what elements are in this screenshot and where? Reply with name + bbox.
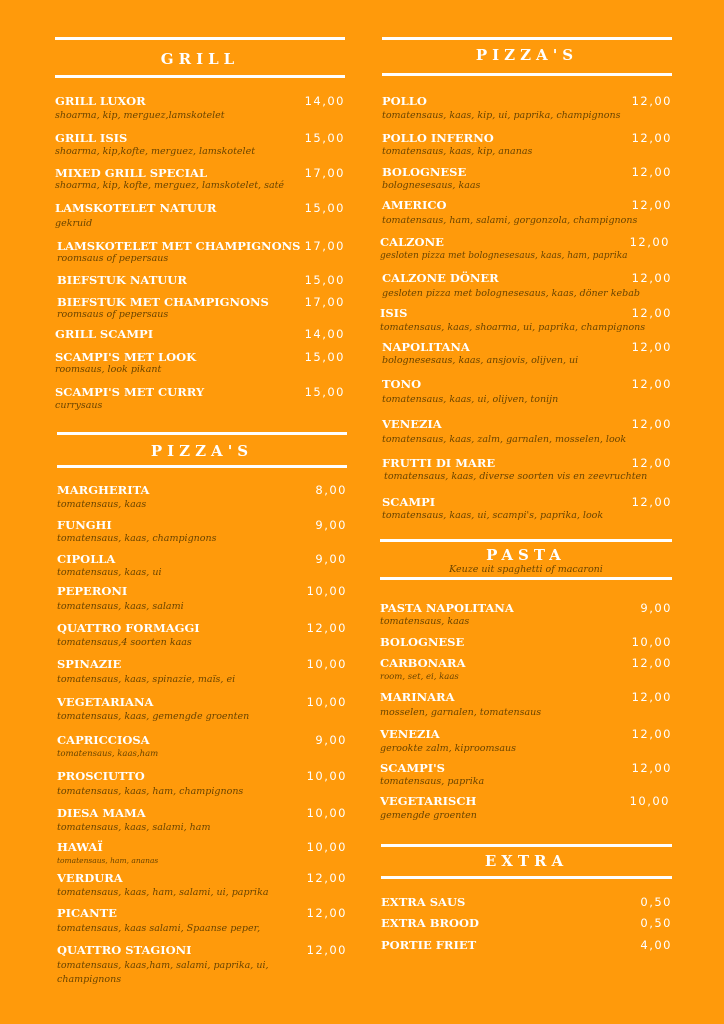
item-price: 4,00 [640,938,672,952]
item-price: 10,00 [306,840,347,854]
item-desc: roomsaus of pepersaus [57,309,169,320]
item-desc: tomatensaus, kaas, gemengde groenten [57,711,250,722]
item-name: CALZONE [380,235,444,249]
item-desc: shoarma, kip, merguez,lamskotelet [55,110,225,121]
item-price: 14,00 [304,94,345,108]
item-price: 17,00 [304,166,345,180]
item-name: PORTIE FRIET [381,938,477,952]
item-desc: tomatensaus, ham, salami, gorgonzola, champignons [382,215,638,226]
item-desc: tomatensaus, kaas, salami, ham [57,822,211,833]
item-desc: tomatensaus, kaas, spinazie, maïs, ei [57,674,236,685]
rule-bottom [57,465,347,468]
item-name: EXTRA BROOD [381,916,480,930]
item-name: QUATTRO STAGIONI [57,943,192,957]
item-name: BIEFSTUK MET CHAMPIGNONS [57,295,269,309]
item-desc: tomatensaus, kaas [57,499,147,510]
item-price: 14,00 [304,327,345,341]
item-price: 10,00 [306,769,347,783]
item-name: POLLO INFERNO [382,131,494,145]
item-name: VENEZIA [380,727,440,741]
rule-top [57,432,347,435]
item-name: GRILL LUXOR [55,94,146,108]
item-desc: tomatensaus, kaas, zalm, garnalen, mosselen, look [382,434,627,445]
item-desc: tomatensaus, kaas, diverse soorten vis en zeevruchten [384,471,648,482]
item-desc: tomatensaus,4 soorten kaas [57,637,192,648]
item-price: 12,00 [631,456,672,470]
item-desc: tomatensaus, kaas, ui [57,567,162,578]
item-price: 12,00 [631,495,672,509]
rule-top [381,844,672,847]
item-price: 12,00 [631,727,672,741]
item-price: 12,00 [631,271,672,285]
item-desc: tomatensaus, kaas, ui, scampi's, paprika, look [382,510,604,521]
item-name: LAMSKOTELET MET CHAMPIGNONS [57,239,301,253]
item-name: SCAMPI'S MET CURRY [55,385,205,399]
item-name: LAMSKOTELET NATUUR [55,201,217,215]
item-name: BIEFSTUK NATUUR [57,273,187,287]
extra-header [381,844,672,884]
extra-section [381,0,672,960]
item-price: 17,00 [304,239,345,253]
item-desc: gekruid [55,218,93,229]
item-name: BOLOGNESE [382,165,467,179]
item-price: 15,00 [304,385,345,399]
item-desc: roomsaus of pepersaus [57,253,169,264]
item-price: 15,00 [304,201,345,215]
item-name: SPINAZIE [57,657,122,671]
item-price: 12,00 [631,377,672,391]
item-desc: shoarma, kip, kofte, merguez, lamskotelet, saté [55,180,285,191]
item-desc: bolognesesaus, kaas, ansjovis, olijven, ui [382,355,579,366]
pizzas-right-title: PIZZA'S [475,46,579,64]
item-name: MARINARA [380,690,455,704]
extra-title: EXTRA [484,852,569,870]
item-desc: tomatensaus, kaas, kip, ananas [382,146,533,157]
item-price: 15,00 [304,350,345,364]
item-name: AMERICO [382,198,447,212]
item-name: ISIS [380,306,408,320]
item-desc: tomatensaus, kaas,ham [57,749,159,759]
pizzas-left-header [57,432,347,472]
pasta-title: PASTA [486,546,566,564]
item-name: MARGHERITA [57,483,150,497]
item-name: SCAMPI [382,495,436,509]
item-name: CIPOLLA [57,552,116,566]
item-desc: tomatensaus, kaas, ham, salami, ui, paprika [57,887,269,898]
item-name: EXTRA SAUS [381,895,466,909]
item-name: GRILL ISIS [55,131,128,145]
item-name: HAWAÏ [57,840,103,854]
item-desc: shoarma, kip,kofte, merguez, lamskotelet [55,146,256,157]
item-price: 12,00 [631,306,672,320]
item-price: 12,00 [631,656,672,670]
item-price: 12,00 [631,690,672,704]
item-desc: tomatensaus, kaas, champignons [57,533,217,544]
item-desc: tomatensaus, kaas, salami [57,601,184,612]
item-name: VEGETARIANA [57,695,154,709]
item-desc: tomatensaus, kaas, kip, ui, paprika, champignons [382,110,621,121]
item-price: 10,00 [631,635,672,649]
item-desc: gerookte zalm, kiproomsaus [380,743,517,754]
item-desc: tomatensaus, kaas salami, Spaanse peper, [57,923,261,934]
item-price: 12,00 [631,131,672,145]
item-price: 9,00 [315,518,347,532]
item-name: VERDURA [57,871,123,885]
item-name: PROSCIUTTO [57,769,145,783]
item-price: 12,00 [306,943,347,957]
item-name: QUATTRO FORMAGGI [57,621,200,635]
item-name: PASTA NAPOLITANA [380,601,514,615]
item-desc: gesloten pizza met bolognesesaus, kaas, ham, paprika [380,251,628,261]
item-price: 9,00 [640,601,672,615]
pasta-subtitle: Keuze uit spaghetti of macaroni [449,564,603,575]
item-name: PEPERONI [57,584,128,598]
item-desc: gesloten pizza met bolognesesaus, kaas, döner kebab [382,288,640,299]
item-name: POLLO [382,94,427,108]
item-name: VEGETARISCH [380,794,477,808]
item-price: 10,00 [306,657,347,671]
item-price: 0,50 [640,916,672,930]
item-price: 12,00 [631,340,672,354]
item-desc: tomatensaus, kaas, ham, champignons [57,786,244,797]
item-price: 12,00 [306,621,347,635]
item-desc: tomatensaus, kaas, ui, olijven, tonijn [382,394,559,405]
item-desc: gemengde groenten [380,810,477,821]
item-name: GRILL SCAMPI [55,327,154,341]
item-name: VENEZIA [382,417,442,431]
item-desc: tomatensaus, kaas [380,616,470,627]
item-name: DIESA MAMA [57,806,146,820]
item-name: BOLOGNESE [380,635,465,649]
item-desc: room, set, ei, kaas [380,672,459,682]
item-price: 17,00 [304,295,345,309]
item-price: 9,00 [315,552,347,566]
item-price: 10,00 [629,794,670,808]
item-name: MIXED GRILL SPECIAL [55,166,207,180]
item-name: TONO [382,377,422,391]
item-desc: roomsaus, look pikant [55,364,162,375]
item-name: CAPRICCIOSA [57,733,150,747]
item-price: 8,00 [315,483,347,497]
item-price: 12,00 [631,94,672,108]
item-price: 12,00 [631,165,672,179]
item-price: 10,00 [306,584,347,598]
item-price: 10,00 [306,806,347,820]
item-desc: tomatensaus, kaas,ham, salami, paprika, ui, champignons [57,960,269,985]
item-price: 12,00 [631,198,672,212]
pizzas-left-section [57,0,347,1000]
item-name: PICANTE [57,906,117,920]
item-name: CARBONARA [380,656,466,670]
item-desc: tomatensaus, ham, ananas [57,856,159,865]
item-desc: tomatensaus, paprika [380,776,485,787]
item-name: SCAMPI'S [380,761,445,775]
item-price: 0,50 [640,895,672,909]
item-desc: mosselen, garnalen, tomatensaus [380,707,542,718]
item-price: 15,00 [304,131,345,145]
item-price: 12,00 [631,417,672,431]
rule-bottom [381,876,672,879]
item-name: FRUTTI DI MARE [382,456,496,470]
item-price: 15,00 [304,273,345,287]
grill-title: GRILL [160,50,240,68]
item-desc: tomatensaus, kaas, shoarma, ui, paprika, champignons [380,322,646,333]
item-name: CALZONE DÖNER [382,271,499,285]
item-price: 12,00 [631,761,672,775]
pizzas-left-title: PIZZA'S [150,442,254,460]
item-price: 12,00 [629,235,670,249]
item-name: FUNGHI [57,518,112,532]
item-name: SCAMPI'S MET LOOK [55,350,197,364]
item-desc: currysaus [55,400,103,411]
item-price: 9,00 [315,733,347,747]
item-price: 12,00 [306,906,347,920]
item-price: 12,00 [306,871,347,885]
item-desc: bolognesesaus, kaas [382,180,481,191]
item-price: 10,00 [306,695,347,709]
item-name: NAPOLITANA [382,340,470,354]
